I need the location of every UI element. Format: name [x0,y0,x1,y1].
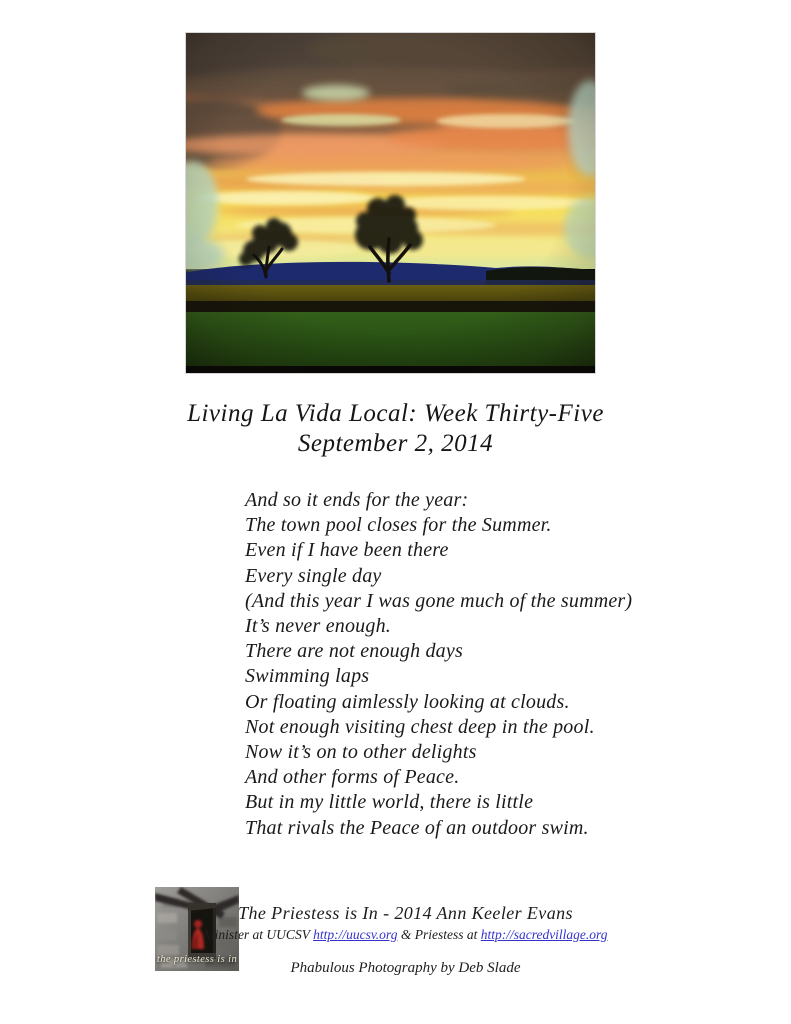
sacredvillage-link[interactable]: http://sacredvillage.org [480,927,608,942]
poem-line: That rivals the Peace of an outdoor swim. [245,816,589,839]
poem-line: Now it’s on to other delights [245,741,477,764]
poem-line: (And this year I was gone much of the summer) [245,589,633,612]
poem-line: It’s never enough. [245,615,391,638]
footer-credits [20,926,791,944]
poem-line: Not enough visiting chest deep in the pool. [245,715,595,738]
sunset-photo [185,32,596,374]
uucsv-link[interactable]: http://uucsv.org [313,927,398,942]
poem-line: But in my little world, there is little [245,791,534,814]
poem-line: And other forms of Peace. [245,766,460,789]
footer-byline: The Priestess is In - 2014 Ann Keeler Evans [238,903,573,923]
poem-line: Or floating aimlessly looking at clouds. [245,690,570,713]
poem-line: Even if I have been there [245,539,449,562]
poem-line: The town pool closes for the Summer. [245,514,552,537]
poem [245,488,632,841]
poem-line: Every single day [245,564,382,587]
poem-line: There are not enough days [245,640,463,663]
photo-credit: Phabulous Photography by Deb Slade [290,960,521,976]
footer [20,902,791,977]
thumbnail-caption: the priestess is in [156,954,238,965]
title-block [0,398,791,459]
poem-line: Swimming laps [245,665,370,688]
page-title: Living La Vida Local: Week Thirty-Five [187,400,604,427]
page-date: September 2, 2014 [297,430,494,457]
sunset-photo-art [186,33,595,373]
credit-prefix: Minister at UUCSV [203,927,314,942]
credit-middle: & Priestess at [397,927,481,942]
poem-line: And so it ends for the year: [245,489,469,511]
